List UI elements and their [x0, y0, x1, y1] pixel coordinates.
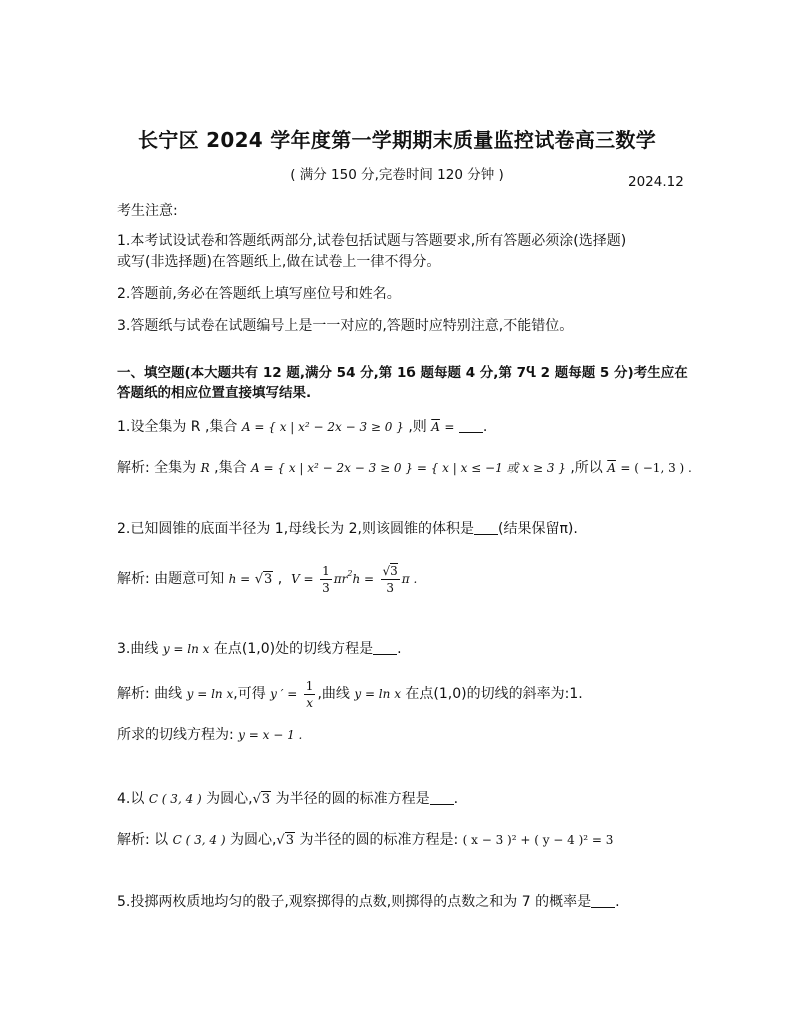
q1-complement-symbol: $\overline{A}$	[431, 420, 440, 434]
notice-item-1-line-1: 1.本考试设试卷和答题纸两部分,试卷包括试题与答题要求,所有答题必须涂(选择题)	[117, 233, 627, 249]
q1-solution: 解析: 全集为 R ,集合 A = { x | x² − 2x − 3 ≥ 0 } = { x | x ≤ −1 或 x ≥ 3 } ,所以 $\overline{A}$ = ( −1, 3 ) .	[117, 460, 692, 476]
solution-label: 解析:	[117, 832, 150, 848]
q1-set-expression: A = { x | x² − 2x − 3 ≥ 0 }	[241, 420, 404, 434]
answer-blank	[591, 893, 615, 908]
answer-blank	[474, 520, 498, 535]
question-1: 1.设全集为 R ,集合 A = { x | x² − 2x − 3 ≥ 0 } ,则 $\overline{A}$ = .	[117, 419, 488, 435]
section-heading-line-1: 一、填空题(本大题共有 12 题,满分 54 分,第 1б 题每题 4 分,第 7Ⴁ 2 题每题 5 分)考生应在	[117, 365, 688, 381]
q4-solution: 解析: 以 C ( 3, 4 ) 为圆心,√3 为半径的圆的标准方程是: ( x − 3 )² + ( y − 4 )² = 3	[117, 832, 614, 848]
question-2: 2.已知圆锥的底面半径为 1,母线长为 2,则该圆锥的体积是 (结果保留π).	[117, 521, 578, 537]
sqrt-3: √3	[254, 572, 273, 587]
fraction-sqrt3-over-3: $\frac{√3}{3}$	[382, 563, 398, 595]
page-title: 长宁区 2024 学年度第一学期期末质量监控试卷高三数学	[138, 128, 656, 152]
section-heading-line-2: 答题纸的相应位置直接填写结果.	[117, 385, 312, 401]
question-5: 5.投掷两枚质地均匀的骰子,观察掷得的点数,则掷得的点数之和为 7 的概率是 .	[117, 894, 620, 910]
answer-blank	[373, 640, 397, 655]
exam-date: 2024.12	[628, 174, 684, 190]
answer-blank	[430, 790, 454, 805]
page-subtitle: ( 满分 150 分,完卷时间 120 分钟 )	[290, 167, 504, 183]
fraction-one-over-x: $\frac{1}{x}$	[305, 678, 314, 710]
solution-label: 解析:	[117, 686, 150, 702]
fraction-one-third: $\frac{1}{3}$	[322, 563, 330, 595]
solution-label: 解析:	[117, 571, 150, 587]
notice-item-1-line-2: 或写(非选择题)在答题纸上,做在试卷上一律不得分。	[117, 254, 441, 270]
sqrt-3: √3	[276, 833, 294, 848]
q4-circle-equation: ( x − 3 )² + ( y − 4 )² = 3	[462, 833, 614, 847]
answer-blank	[459, 418, 483, 433]
notice-item-2: 2.答题前,务必在答题纸上填写座位号和姓名。	[117, 286, 401, 302]
q3-solution: 解析: 曲线 y = ln x,可得 y ′ = $\frac{1}{x}$ ,曲线 y = ln x 在点(1,0)的切线的斜率为:1.	[117, 678, 583, 710]
q3-tangent-line: 所求的切线方程为: y = x − 1 .	[117, 727, 303, 743]
question-4: 4.以 C ( 3, 4 ) 为圆心,√3 为半径的圆的标准方程是 .	[117, 791, 459, 807]
solution-label: 解析:	[117, 460, 150, 476]
notice-item-3: 3.答题纸与试卷在试题编号上是一一对应的,答题时应特别注意,不能错位。	[117, 318, 574, 334]
sqrt-3: √3	[252, 792, 271, 807]
q2-solution: 解析: 由题意可知 h = √3 , V = $\frac{1}{3}$ $\pi r^2h$ = $\frac{√3}{3}$ π .	[117, 563, 418, 595]
notice-heading: 考生注意:	[117, 203, 178, 219]
question-3: 3.曲线 y = ln x 在点(1,0)处的切线方程是 .	[117, 641, 402, 657]
